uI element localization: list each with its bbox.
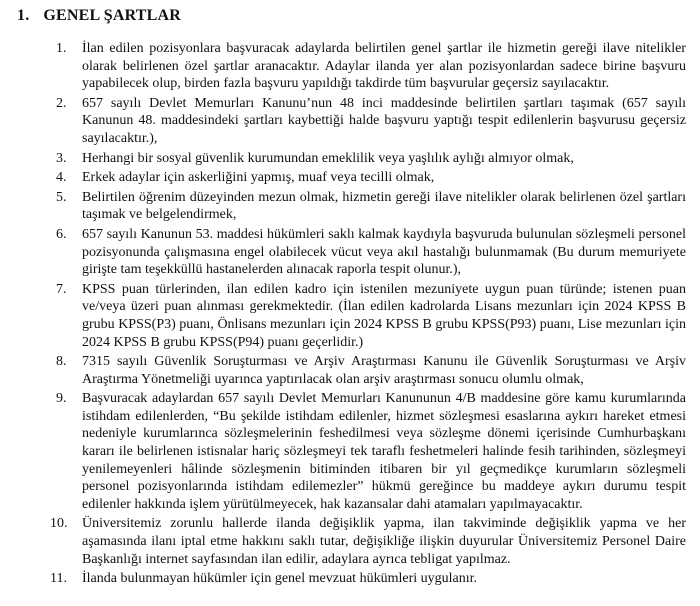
list-item — [56, 150, 686, 168]
section-title: GENEL ŞARTLAR — [43, 7, 182, 24]
item-number: 5. — [56, 189, 67, 205]
item-text: Başvuracak adaylardan 657 sayılı Devlet Memurları Kanununun 4/B maddesine göre kamu kurumlarında istihdam edilenlerden, “Bu şekilde istihdam edilenler, hizmet sözleşmesi esaslarına aykırı hareket etmesi nedeniyle kurumlarınca sözleşmelerinin feshedilmesi veya sözleşme dönemi içerisinde Cumhurbaşkanı kararı ile belirlenen istisnalar hariç sözleşmeyi tek taraflı feshetmeleri halinde fesih tarihinden, sözleşmeyi yenilemeyenleri hâlinde sözleşmenin bitiminden itibaren bir yıl geçmedikçe kurumların sözleşmeli personel pozisyonlarında istihdam edilemezler” hükmü gereğince bu maddeye aykırı durumu tespit edilenler hakkında işlem yürütülmeyecek, hak kazansalar dahi atamaları yapılmayacaktır. — [82, 391, 686, 512]
item-number: 4. — [56, 170, 67, 186]
item-number: 8. — [56, 354, 67, 370]
item-text: Herhangi bir sosyal güvenlik kurumundan emeklilik veya yaşlılık aylığı almıyor olmak, — [82, 150, 574, 166]
section-number: 1. — [17, 7, 30, 24]
item-number: 6. — [56, 226, 67, 242]
list-item — [56, 226, 686, 279]
item-text: 657 sayılı Devlet Memurları Kanunu’nun 48 inci maddesinde belirtilen şartları taşımak (657 sayılı Kanunun 48. maddesindeki şartları kaybettiği halde başvuru yaptığı tespit edilenlerin başvurusu geçersiz sayılacaktır.), — [82, 95, 686, 146]
conditions-list — [50, 40, 686, 590]
item-text: Erkek adaylar için askerliğini yapmış, muaf veya tecilli olmak, — [82, 170, 435, 186]
list-item — [50, 515, 686, 568]
item-text: İlan edilen pozisyonlara başvuracak adaylarda belirtilen genel şartlar ile hizmetin gereği ilave nitelikler olarak belirlenen özel şartlar aranacaktır. Adaylar ilanda yer alan pozisyonlardan sadece birine başvuru yapabilecek olup, birden fazla başvuru yapıldığı takdirde tüm başvurular geçersiz sayılacaktır. — [82, 41, 686, 92]
item-text: İlanda bulunmayan hükümler için genel mevzuat hükümleri uygulanır. — [82, 571, 478, 587]
list-item — [56, 169, 686, 187]
list-item — [56, 390, 686, 513]
item-number: 7. — [56, 281, 67, 297]
item-text: Belirtilen öğrenim düzeyinden mezun olmak, hizmetin gereği ilave nitelikler olarak belirlenen özel şartları taşımak ve belgelendirmek, — [82, 189, 686, 223]
list-item — [56, 95, 686, 148]
list-item — [56, 189, 686, 224]
item-text: 657 sayılı Kanunun 53. maddesi hükümleri saklı kalmak kaydıyla başvuruda bulunulan sözleşmeli personel pozisyonunda çalışmasına engel olabilecek vücut veya akıl hastalığı bulunmamak (Bu durum memuriyete girişte tam teşekküllü hastanelerden alınacak raporla tespit olunur.), — [82, 226, 686, 278]
section-heading — [17, 6, 181, 26]
item-number: 1. — [56, 41, 67, 56]
item-number: 10. — [50, 516, 68, 532]
list-item — [56, 353, 686, 388]
item-number: 2. — [56, 95, 67, 111]
item-text: 7315 sayılı Güvenlik Soruşturması ve Arşiv Araştırması Kanunu ile Güvenlik Soruşturması ve Arşiv Araştırma Yönetmeliği uyarınca yaptırılacak olan arşiv araştırması sonucu olumlu olmak, — [82, 354, 686, 387]
item-number: 3. — [56, 150, 67, 166]
item-text: KPSS puan türlerinden, ilan edilen kadro için istenilen mezuniyete uygun puan türünde; istenen puan ve/veya üzeri puan alınması gerekmektedir. (İlan edilen kadrolarda Lisans mezunları için 2024 KPSS B grubu KPSS(P3) puanı, Önlisans mezunları için 2024 KPSS B grubu KPSS(P93) puanı, Lise mezunları için 2024 KPSS B grubu KPSS(P94) puanı geçerlidir.) — [82, 281, 686, 350]
item-text: Üniversitemiz zorunlu hallerde ilanda değişiklik yapma, ilan takviminde değişiklik yapma ve her aşamasında ilanı iptal etme hakkını saklı tutar, değişikliğe ilişkin duyurular Üniversitemiz Personel Daire Başkanlığı internet sayfasından ilan edilir, adaylara ayrıca tebligat yapılmaz. — [82, 516, 686, 567]
list-item — [56, 40, 686, 93]
item-number: 11. — [50, 571, 67, 587]
list-item — [50, 570, 686, 588]
item-number: 9. — [56, 391, 67, 407]
list-item — [56, 281, 686, 351]
